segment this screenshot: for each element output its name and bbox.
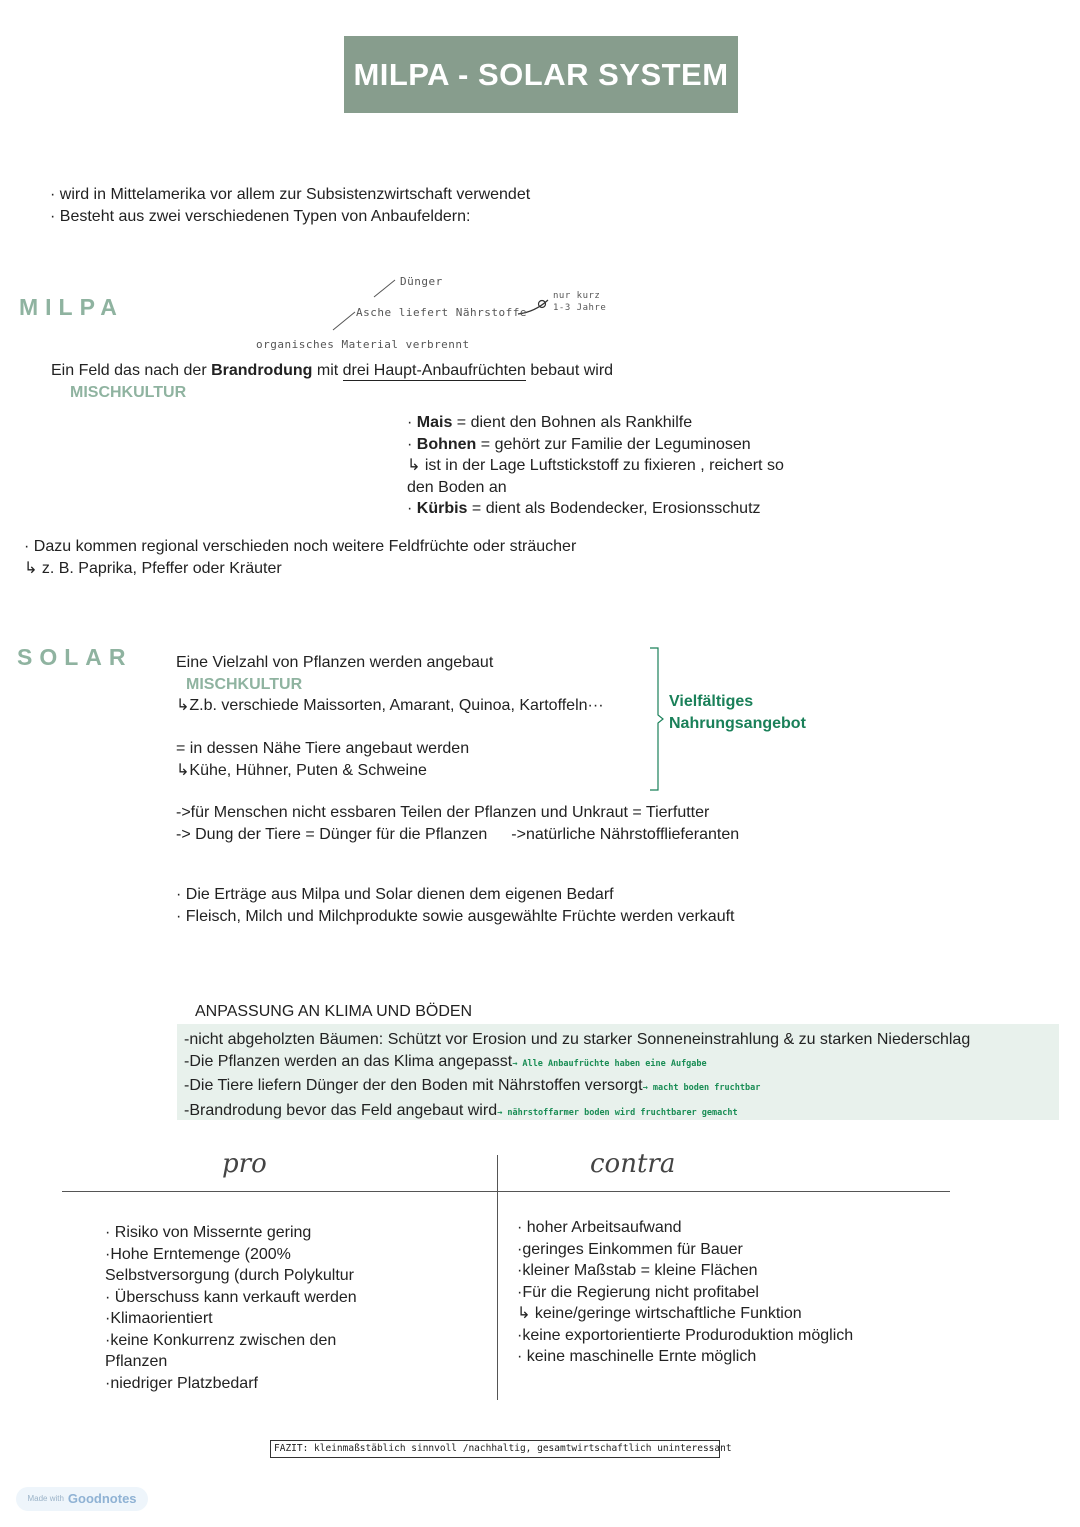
curly-bracket xyxy=(645,645,667,795)
intro-line: · Besteht aus zwei verschiedenen Typen von Anbaufeldern: xyxy=(50,207,471,225)
annotation-duenger: Dünger xyxy=(400,275,443,288)
pro-item: ·niedriger Platzbedarf xyxy=(105,1374,258,1392)
crop-bohnen: · Bohnen = gehört zur Familie der Leguminosen xyxy=(407,435,751,453)
arrow-return-icon: ↳ xyxy=(24,559,38,577)
goodnotes-logo: Goodnotes xyxy=(67,1491,137,1507)
crop-bohnen-sub: ↳ ist in der Lage Luftstickstoff zu fixieren , reichert so xyxy=(407,457,784,474)
solar-heading: SOLAR xyxy=(17,644,133,670)
solar-list: Eine Vielzahl von Pflanzen werden angebaut MISCHKULTUR ↳Z.b. verschiede Maissorten, Amarant, Quinoa, Kartoffeln··· = in dessen Nähe Tiere angebaut werden ↳Kühe, Hühner, Puten & Schweine xyxy=(176,654,604,779)
adaptation-line: -Die Pflanzen werden an das Klima angepasst→ Alle Anbaufrüchte haben eine Aufgabe xyxy=(184,1052,707,1070)
pro-item: Pflanzen xyxy=(105,1353,168,1370)
milpa-extras: · Dazu kommen regional verschieden noch weitere Feldfrüchte oder sträucher ↳ z. B. Paprika, Pfeffer oder Kräuter xyxy=(24,538,577,577)
adaptation-heading: ANPASSUNG AN KLIMA UND BÖDEN xyxy=(195,1003,473,1020)
pro-list xyxy=(105,1222,357,1394)
adaptation-line: -nicht abgeholzten Bäumen: Schützt vor Erosion und zu starker Sonneneinstrahlung & zu starken Niederschlag xyxy=(184,1031,971,1048)
contra-item: ·Für die Regierung nicht profitabel xyxy=(517,1283,759,1301)
pro-item: ·Klimaorientiert xyxy=(105,1310,213,1327)
table-horizontal-line xyxy=(62,1191,950,1192)
milpa-annotation-strokes xyxy=(0,0,1080,400)
adaptation-note: → Alle Anbaufrüchte haben eine Aufgabe xyxy=(512,1058,707,1069)
contra-item: ·keine exportorientierte Produroduktion möglich xyxy=(517,1326,854,1344)
pro-item: ·Hohe Erntemenge (200% xyxy=(105,1245,291,1263)
contra-item: ↳ keine/geringe wirtschaftliche Funktion xyxy=(517,1305,802,1322)
adaptation-note: → macht boden fruchtbar xyxy=(642,1083,761,1093)
intro-line: · wird in Mittelamerika vor allem zur Subsistenzwirtschaft verwendet xyxy=(50,186,531,203)
milpa-crops xyxy=(407,412,784,520)
annotation-kurz: nur kurz 1-3 Jahre xyxy=(553,291,607,313)
made-with-badge: Made with Goodnotes xyxy=(16,1487,148,1511)
contra-heading: contra xyxy=(590,1149,676,1179)
brandrodung-term: Brandrodung xyxy=(211,362,313,379)
milpa-mischkultur: MISCHKULTUR xyxy=(70,384,187,401)
annotation-asche: Asche liefert Nährstoffe xyxy=(356,306,527,319)
pro-item: Selbstversorgung (durch Polykultur xyxy=(105,1267,355,1284)
crop-mais: · Mais = dient den Bohnen als Rankhilfe xyxy=(407,414,693,431)
crop-kuerbis: · Kürbis = dient als Bodendecker, Erosionsschutz xyxy=(407,500,761,517)
pro-item: · Überschuss kann verkauft werden xyxy=(105,1288,357,1306)
pro-item: ·keine Konkurrenz zwischen den xyxy=(105,1331,337,1349)
arrow-return-icon: ↳ xyxy=(407,457,421,474)
annotation-organisch: organisches Material verbrennt xyxy=(256,338,470,351)
pro-item: · Risiko von Missernte gering xyxy=(105,1224,312,1241)
contra-item: · keine maschinelle Ernte möglich xyxy=(517,1348,757,1365)
page-title: MILPA - SOLAR SYSTEM xyxy=(344,36,738,113)
solar-yield: · Die Erträge aus Milpa und Solar dienen dem eigenen Bedarf · Fleisch, Milch und Milchprodukte sowie ausgewählte Früchte werden verkauft xyxy=(176,886,735,925)
bracket-label: Vielfältiges Nahrungsangebot xyxy=(669,693,806,732)
pro-heading: pro xyxy=(222,1149,267,1179)
table-vertical-line xyxy=(497,1155,498,1400)
crop-bohnen-sub: den Boden an xyxy=(407,478,507,496)
arrow-return-icon: ↳ xyxy=(176,697,190,714)
adaptation-line: -Brandrodung bevor das Feld angebaut wird→ nährstoffarmer boden wird fruchtbarer gemacht xyxy=(184,1101,738,1119)
contra-item: ·geringes Einkommen für Bauer xyxy=(517,1240,743,1258)
arrow-return-icon: ↳ xyxy=(176,761,190,779)
solar-mischkultur: MISCHKULTUR xyxy=(186,675,303,693)
fazit-box: FAZIT: kleinmaßstäblich sinnvoll /nachhaltig, gesamtwirtschaftlich uninteressant xyxy=(270,1440,720,1458)
adaptation-line: -Die Tiere liefern Dünger der den Boden mit Nährstoffen versorgt→ macht boden fruchtbar xyxy=(184,1077,761,1094)
contra-item: ·kleiner Maßstab = kleine Flächen xyxy=(517,1262,758,1279)
milpa-heading: MILPA xyxy=(19,294,124,320)
milpa-definition: Ein Feld das nach der Brandrodung mit drei Haupt-Anbaufrüchten bebaut wird xyxy=(51,362,614,379)
arrow-return-icon: ↳ xyxy=(517,1305,531,1322)
adaptation-list xyxy=(184,1029,970,1124)
contra-list xyxy=(517,1217,853,1368)
solar-flow: ->für Menschen nicht essbaren Teilen der Pflanzen und Unkraut = Tierfutter -> Dung der Tiere = Dünger für die Pflanzen ->natürliche Nährstofflieferanten xyxy=(176,804,740,843)
contra-item: · hoher Arbeitsaufwand xyxy=(517,1219,682,1236)
underlined-crops: drei Haupt-Anbaufrüchten xyxy=(342,362,526,379)
adaptation-note: → nährstoffarmer boden wird fruchtbarer gemacht xyxy=(497,1107,738,1118)
